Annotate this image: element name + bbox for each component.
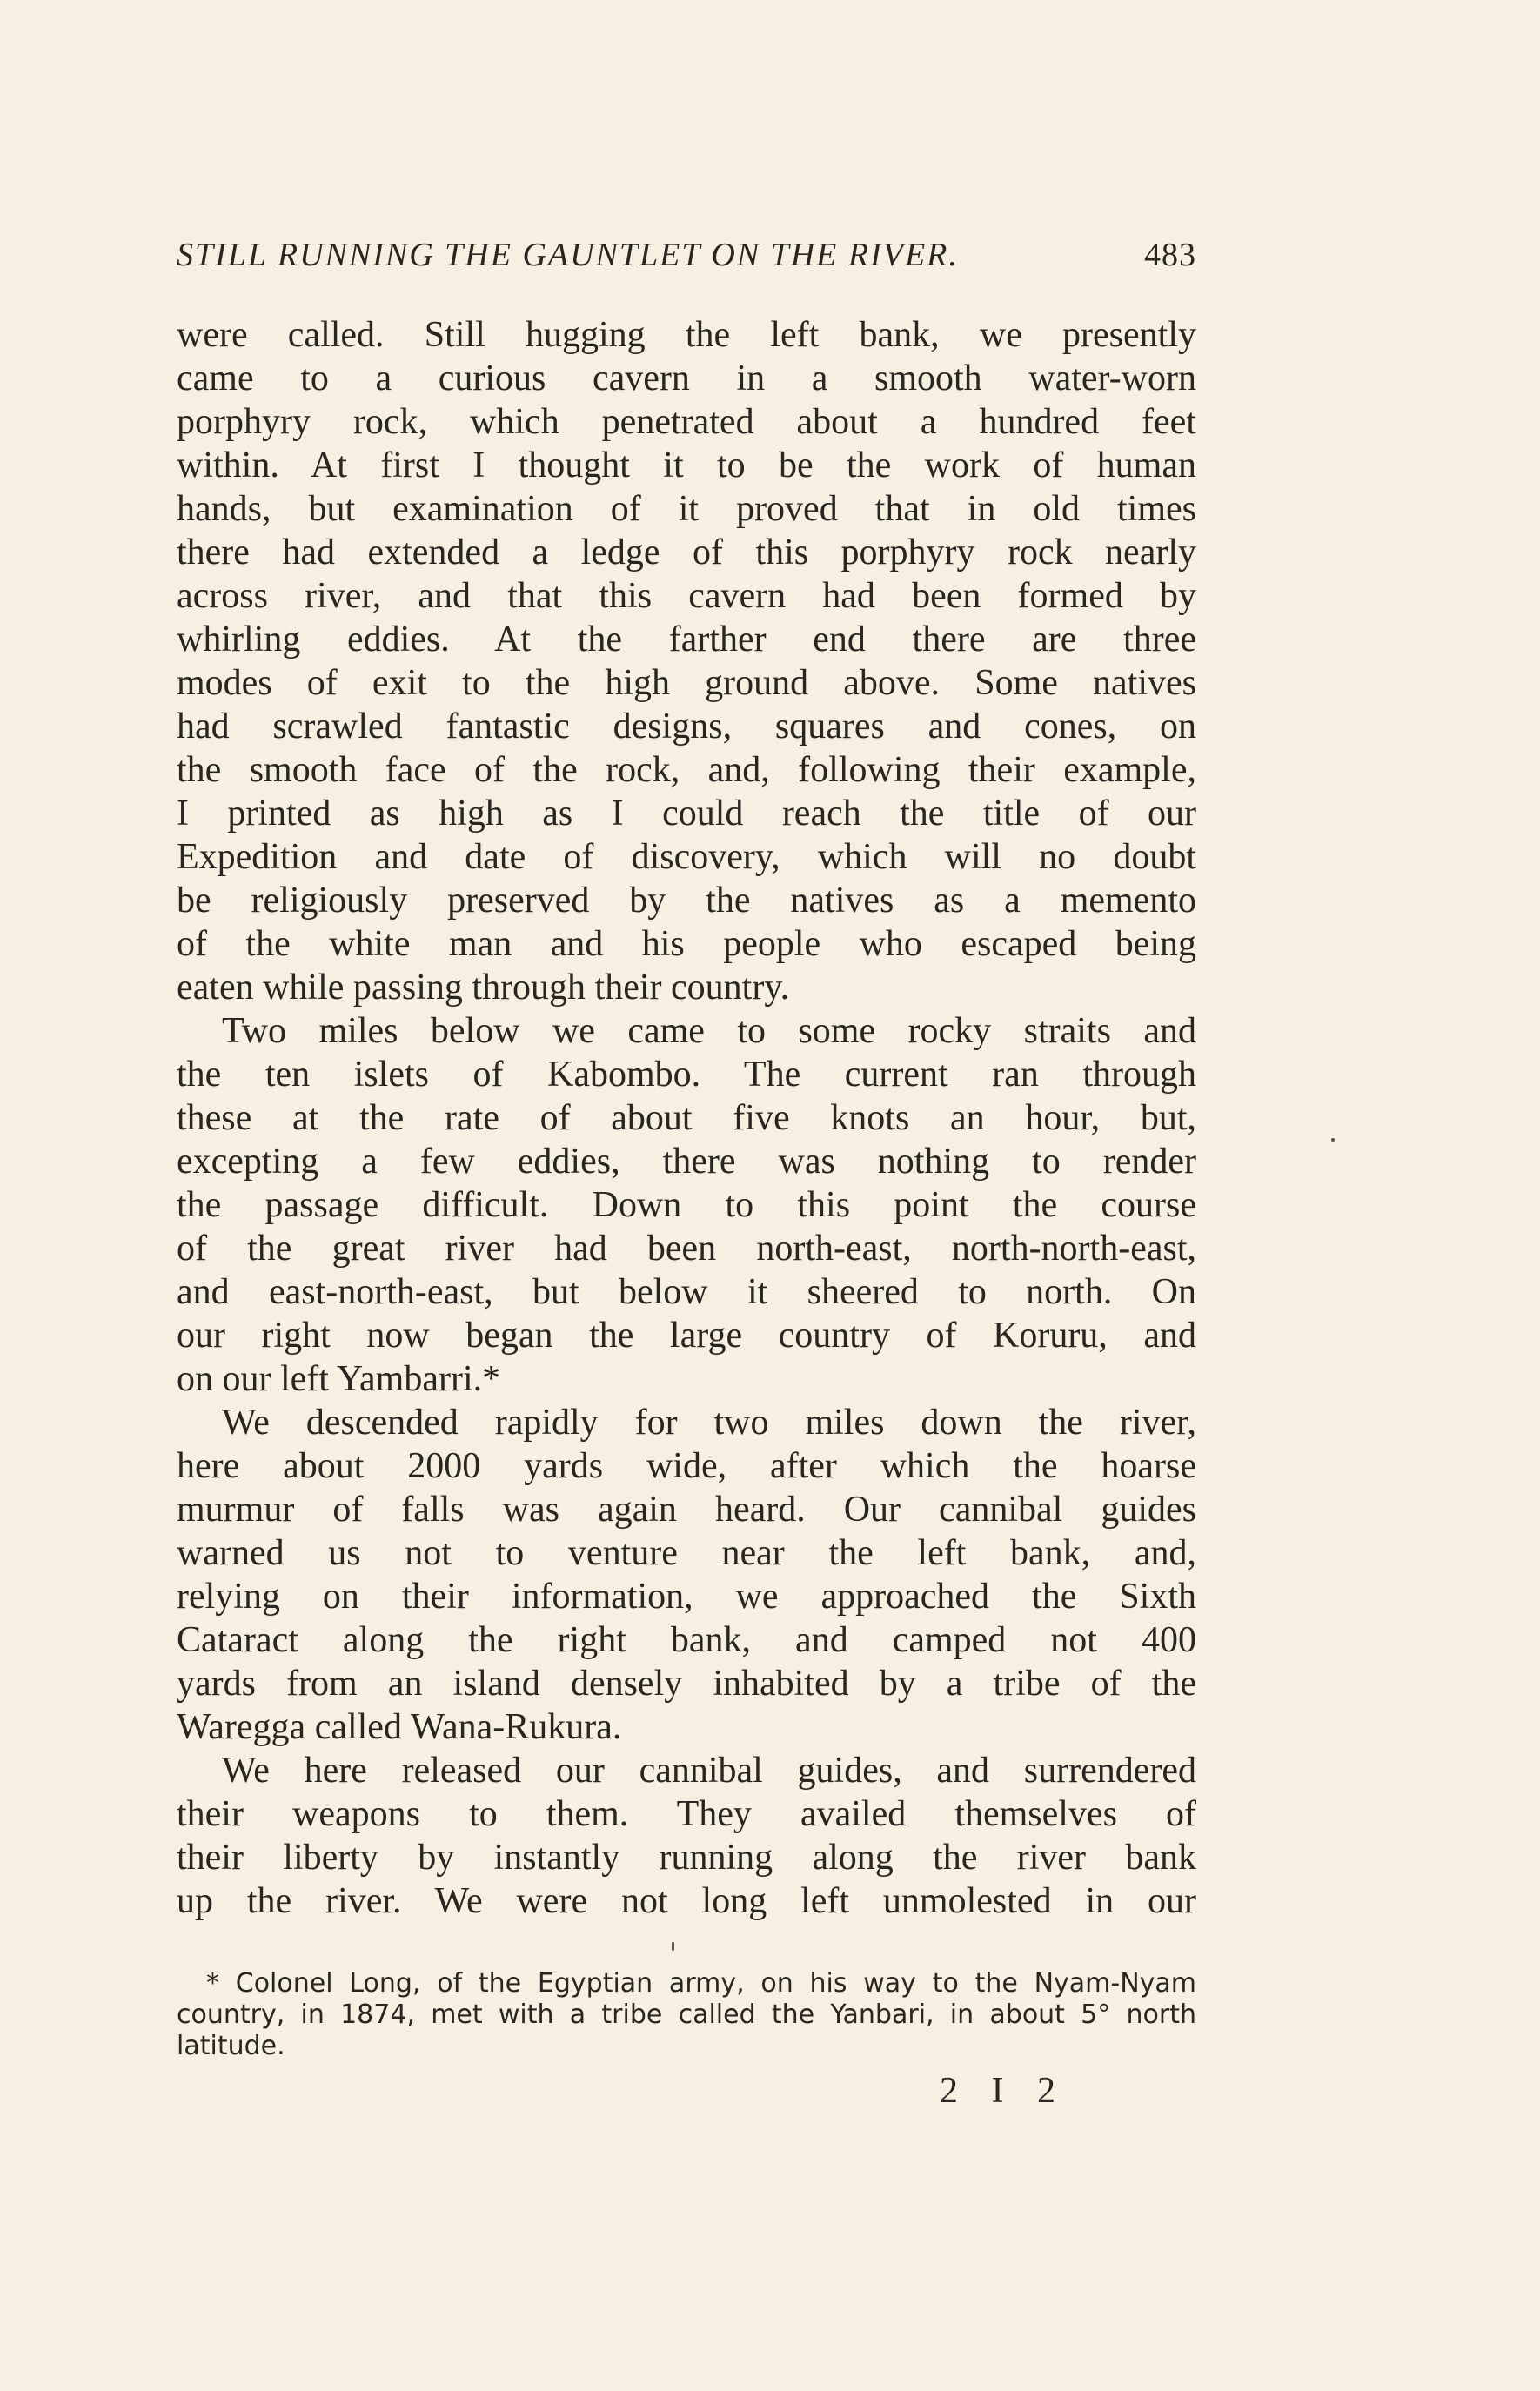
- text-line: had scrawled fantastic designs, squares and cones, on: [177, 707, 1196, 747]
- text-line: and east-north-east, but below it sheered to north. On: [177, 1272, 1196, 1312]
- text-line: modes of exit to the high ground above. Some natives: [177, 663, 1196, 703]
- text-line: eaten while passing through their country.: [177, 968, 790, 1008]
- text-line: our right now began the large country of Koruru, and: [177, 1316, 1196, 1356]
- text-line: came to a curious cavern in a smooth water-worn: [177, 358, 1196, 398]
- text-line: their weapons to them. They availed themselves of: [177, 1794, 1196, 1834]
- text-line: within. At first I thought it to be the work of human: [177, 445, 1196, 486]
- text-line: up the river. We were not long left unmolested in our: [177, 1881, 1196, 1921]
- footnote: [177, 1968, 1196, 2062]
- text-line: porphyry rock, which penetrated about a hundred feet: [177, 402, 1196, 442]
- text-line: hands, but examination of it proved that in old times: [177, 489, 1196, 529]
- text-line: whirling eddies. At the farther end there are three: [177, 620, 1196, 660]
- body-text: [177, 313, 1196, 1923]
- text-line: these at the rate of about five knots an hour, but,: [177, 1098, 1196, 1138]
- text-line: We descended rapidly for two miles down the river,: [222, 1403, 1196, 1443]
- text-line: here about 2000 yards wide, after which the hoarse: [177, 1446, 1196, 1486]
- text-line: be religiously preserved by the natives as a memento: [177, 881, 1196, 921]
- ink-speck: [672, 1942, 674, 1951]
- footnote-line: country, in 1874, met with a tribe called the Yanbari, in about 5° north: [177, 1999, 1196, 2030]
- running-title: STILL RUNNING THE GAUNTLET ON THE RIVER.: [177, 237, 959, 273]
- text-line: Expedition and date of discovery, which will no doubt: [177, 837, 1196, 877]
- text-line: Two miles below we came to some rocky straits and: [222, 1011, 1196, 1051]
- text-line: on our left Yambarri.*: [177, 1359, 501, 1399]
- footnote-line: latitude.: [177, 2031, 285, 2061]
- text-line: murmur of falls was again heard. Our cannibal guides: [177, 1490, 1196, 1530]
- text-line: I printed as high as I could reach the title of our: [177, 794, 1196, 834]
- ink-speck: [1331, 1138, 1335, 1142]
- text-line: of the white man and his people who escaped being: [177, 924, 1196, 964]
- signature-mark: 2 I 2: [940, 2071, 1068, 2111]
- text-line: the passage difficult. Down to this point the course: [177, 1185, 1196, 1225]
- text-line: warned us not to venture near the left bank, and,: [177, 1533, 1196, 1573]
- text-line: excepting a few eddies, there was nothing to render: [177, 1142, 1196, 1182]
- text-line: across river, and that this cavern had been formed by: [177, 576, 1196, 616]
- text-line: there had extended a ledge of this porphyry rock nearly: [177, 532, 1196, 573]
- text-line: of the great river had been north-east, north-north-east,: [177, 1229, 1196, 1269]
- text-line: the ten islets of Kabombo. The current ran through: [177, 1055, 1196, 1095]
- text-line: were called. Still hugging the left bank, we presently: [177, 315, 1196, 355]
- text-line: relying on their information, we approached the Sixth: [177, 1577, 1196, 1617]
- page-number: 483: [1144, 237, 1196, 273]
- running-head: [177, 233, 1196, 277]
- text-line: Cataract along the right bank, and camped not 400: [177, 1620, 1196, 1660]
- footnote-line: * Colonel Long, of the Egyptian army, on his way to the Nyam-Nyam: [206, 1968, 1196, 1999]
- text-line: the smooth face of the rock, and, following their example,: [177, 750, 1196, 790]
- text-line: Waregga called Wana-Rukura.: [177, 1707, 622, 1747]
- text-line: yards from an island densely inhabited by a tribe of the: [177, 1664, 1196, 1704]
- text-line: We here released our cannibal guides, and surrendered: [222, 1751, 1196, 1791]
- text-line: their liberty by instantly running along the river bank: [177, 1838, 1196, 1878]
